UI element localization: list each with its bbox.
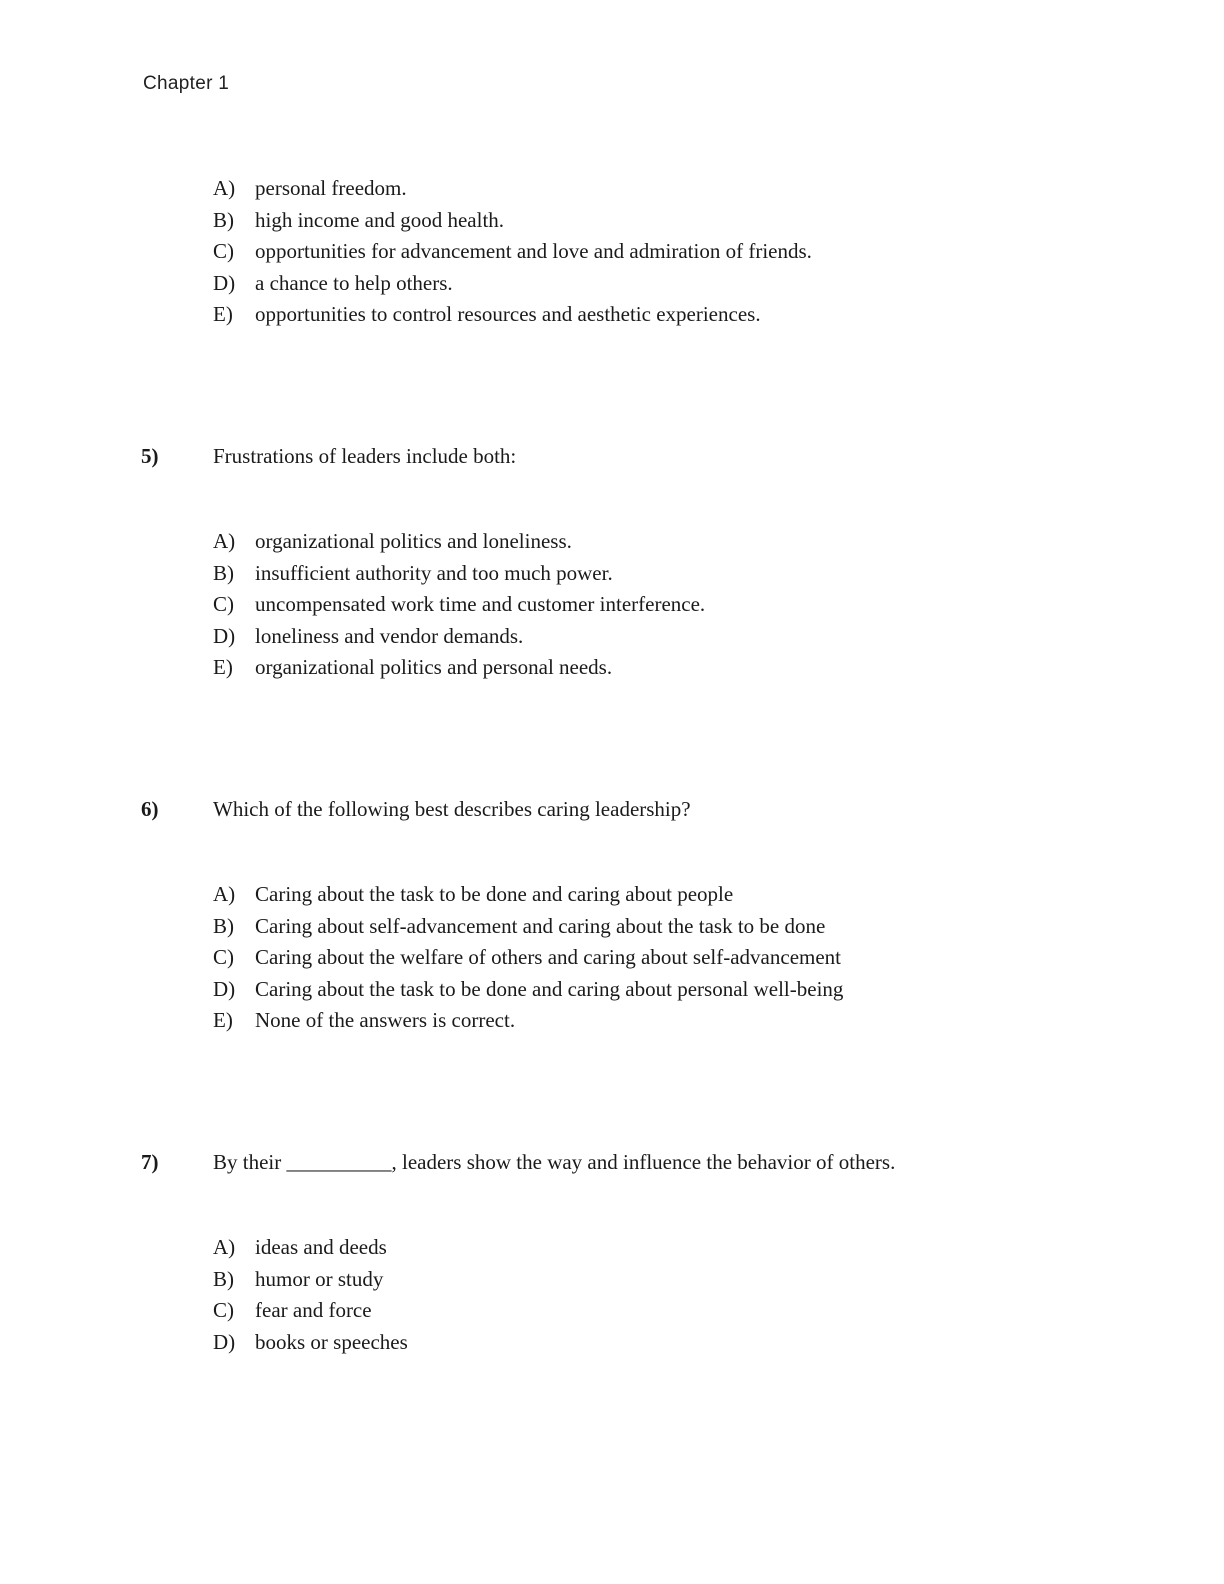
choice-c: [213, 942, 843, 974]
choice-text: opportunities for advancement and love and admiration of friends.: [255, 239, 812, 263]
question-number: 5): [141, 444, 159, 468]
question-5-choice-list: [213, 526, 705, 684]
choice-text: uncompensated work time and customer interference.: [255, 592, 706, 616]
question-6-choice-list: [213, 879, 843, 1037]
chapter-header: Chapter 1: [143, 73, 230, 94]
choice-letter: A): [213, 882, 236, 906]
choice-text: books or speeches: [255, 1329, 408, 1354]
choice-text: Caring about self-advancement and caring about the task to be done: [255, 913, 826, 938]
choice-letter: B): [213, 207, 234, 232]
choice-letter: C): [213, 592, 234, 616]
choice-a: [213, 173, 812, 205]
choice-letter: A): [213, 1235, 236, 1259]
question-text: Frustrations of leaders include both:: [213, 444, 517, 468]
choice-letter: D): [213, 976, 236, 1001]
choice-text: organizational politics and personal needs.: [255, 655, 613, 679]
choice-text: loneliness and vendor demands.: [255, 623, 524, 648]
question-number: 7): [141, 1150, 159, 1174]
choice-text: personal freedom.: [255, 176, 407, 200]
choice-text: Caring about the task to be done and caring about people: [255, 882, 734, 906]
choice-letter: C): [213, 239, 234, 263]
question-number: 6): [141, 797, 159, 821]
choice-text: insufficient authority and too much power.: [255, 560, 613, 585]
choice-text: humor or study: [255, 1266, 384, 1291]
question-text: Which of the following best describes caring leadership?: [213, 797, 691, 821]
choice-letter: A): [213, 529, 236, 553]
choice-d: [213, 974, 843, 1006]
carryover-choice-list: [213, 173, 812, 331]
choice-b: [213, 1264, 408, 1296]
choice-a: [213, 879, 843, 911]
choice-a: [213, 1232, 408, 1264]
choice-e: [213, 1005, 843, 1037]
choice-text: opportunities to control resources and aesthetic experiences.: [255, 302, 761, 326]
choice-text: a chance to help others.: [255, 270, 453, 295]
choice-letter: C): [213, 1298, 234, 1322]
choice-letter: E): [213, 655, 233, 679]
choice-c: [213, 589, 705, 621]
choice-b: [213, 558, 705, 590]
choice-e: [213, 652, 705, 684]
choice-a: [213, 526, 705, 558]
question-7-choice-list: [213, 1232, 408, 1358]
choice-d: [213, 268, 812, 300]
choice-letter: E): [213, 1008, 233, 1032]
choice-e: [213, 299, 812, 331]
choice-d: [213, 621, 705, 653]
choice-c: [213, 1295, 408, 1327]
choice-letter: A): [213, 176, 236, 200]
question-text: By their __________, leaders show the way and influence the behavior of others.: [213, 1150, 896, 1174]
choice-text: high income and good health.: [255, 207, 505, 232]
choice-text: ideas and deeds: [255, 1235, 387, 1259]
question-6: [141, 797, 691, 822]
choice-letter: C): [213, 945, 234, 969]
choice-text: organizational politics and loneliness.: [255, 529, 572, 553]
choice-text: Caring about the task to be done and caring about personal well-being: [255, 976, 844, 1001]
question-7: [141, 1150, 895, 1175]
choice-letter: D): [213, 270, 236, 295]
question-5: [141, 444, 516, 469]
choice-b: [213, 205, 812, 237]
choice-letter: D): [213, 1329, 236, 1354]
choice-text: fear and force: [255, 1298, 372, 1322]
choice-text: None of the answers is correct.: [255, 1008, 516, 1032]
choice-d: [213, 1327, 408, 1359]
choice-letter: E): [213, 302, 233, 326]
choice-letter: B): [213, 1266, 234, 1291]
choice-letter: B): [213, 560, 234, 585]
choice-text: Caring about the welfare of others and caring about self-advancement: [255, 945, 842, 969]
choice-b: [213, 911, 843, 943]
choice-letter: D): [213, 623, 236, 648]
choice-letter: B): [213, 913, 234, 938]
choice-c: [213, 236, 812, 268]
